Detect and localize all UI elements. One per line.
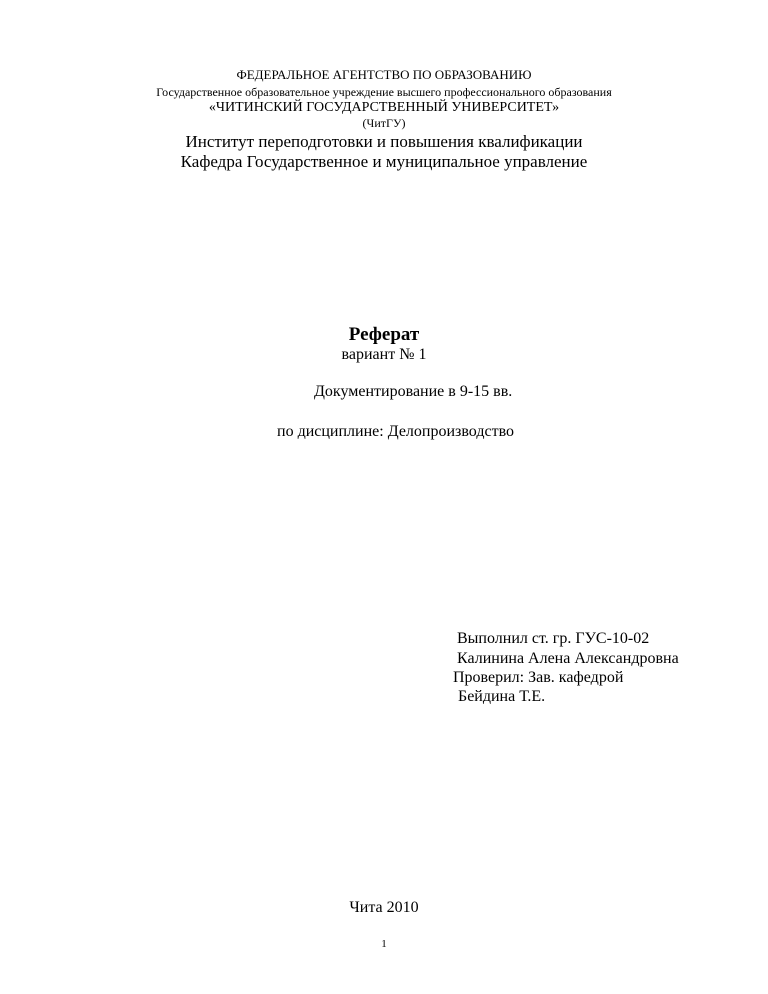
- checker-name: Бейдина Т.Е.: [458, 688, 546, 705]
- university-name: «ЧИТИНСКИЙ ГОСУДАРСТВЕННЫЙ УНИВЕРСИТЕТ»: [208, 100, 560, 115]
- document-type-title: Реферат: [348, 324, 420, 345]
- institution-type-line: Государственное образовательное учреждение высшего профессионального образования: [156, 85, 612, 99]
- page-number: 1: [381, 938, 387, 950]
- checked-by-line: Проверил: Зав. кафедрой: [453, 669, 624, 686]
- performed-by-line: Выполнил ст. гр. ГУС-10-02: [457, 630, 650, 647]
- institute-name: Институт переподготовки и повышения квалификации: [185, 132, 583, 151]
- university-abbreviation: (ЧитГУ): [362, 116, 406, 130]
- discipline-line: по дисциплине: Делопроизводство: [277, 423, 515, 440]
- agency-line: ФЕДЕРАЛЬНОЕ АГЕНТСТВО ПО ОБРАЗОВАНИЮ: [236, 67, 532, 82]
- student-name: Калинина Алена Александровна: [457, 650, 679, 667]
- city-year: Чита 2010: [349, 899, 419, 916]
- topic-line: Документирование в 9-15 вв.: [314, 383, 513, 400]
- variant-line: вариант № 1: [341, 346, 427, 363]
- department-name: Кафедра Государственное и муниципальное управление: [180, 152, 588, 171]
